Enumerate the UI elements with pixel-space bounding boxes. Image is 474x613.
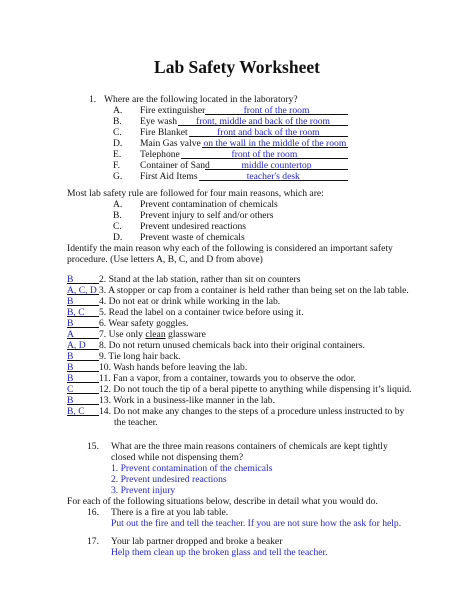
reason-letter: C.: [113, 221, 122, 232]
rule-answer: B: [67, 395, 74, 406]
page-title: Lab Safety Worksheet: [154, 57, 320, 77]
q15-answer-1: 1. Prevent contamination of the chemicals: [111, 463, 273, 474]
rule-text: 2. Stand at the lab station, rather than sit on counters: [99, 274, 301, 285]
q1-item-answer: front of the room: [231, 149, 298, 160]
q1-item-letter: B.: [113, 116, 122, 127]
rule-text: 10. Wash hands before leaving the lab.: [99, 362, 248, 373]
q16-text: There is a fire at you lab table.: [111, 507, 229, 518]
q1-item-letter: C.: [113, 127, 122, 138]
q1-item-answer: middle countertop: [241, 160, 312, 171]
identify-line-1: Identify the main reason why each of the following is considered an important safety: [67, 243, 393, 254]
rule-answer: B: [67, 373, 74, 384]
q17-text: Your lab partner dropped and broke a beaker: [111, 536, 283, 547]
q16-number: 16.: [87, 507, 99, 518]
rule-answer: B: [67, 274, 74, 285]
identify-line-2: procedure. (Use letters A, B, C, and D from above): [67, 254, 263, 265]
rule-answer: C: [67, 384, 74, 395]
q1-item-answer: teacher's desk: [246, 171, 300, 182]
q15-line-2: closed while not dispensing them?: [111, 452, 244, 463]
q17-number: 17.: [87, 536, 99, 547]
rule-text: 14. Do not make any changes to the steps of a procedure unless instructed to by: [99, 406, 405, 417]
q1-item-answer: front, middle and back of the room: [196, 116, 331, 127]
rule-text: 12. Do not touch the tip of a beral pipette to anything while dispensing it’s liquid.: [99, 384, 412, 395]
rule-text: [99, 329, 206, 340]
q1-item-letter: E.: [113, 149, 122, 160]
reasons-intro: Most lab safety rule are followed for four main reasons, which are:: [67, 188, 324, 199]
rule-text: the teacher.: [114, 417, 158, 428]
q1-item-label: Telephone: [140, 149, 180, 160]
rule-answer: B, C: [67, 307, 85, 318]
rule-text: 11. Fan a vapor, from a container, towards you to observe the odor.: [99, 373, 356, 384]
q1-item-letter: D.: [113, 138, 123, 149]
q1-item-label: Container of Sand: [140, 160, 210, 171]
q1-item-letter: A.: [113, 105, 123, 116]
rule-text-part: glassware: [165, 329, 206, 340]
q1-number: 1.: [89, 94, 97, 105]
rule-text: 4. Do not eat or drink while working in the lab.: [99, 296, 281, 307]
rule-text-part: 7. Use only: [99, 329, 146, 340]
q1-item-letter: G.: [113, 171, 123, 182]
q17-answer: Help them clean up the broken glass and tell the teacher.: [111, 547, 328, 558]
q1-text: Where are the following located in the laboratory?: [104, 94, 298, 105]
reason-letter: B.: [113, 210, 122, 221]
rule-answer: A, C, D: [67, 285, 97, 296]
rule-text: 9. Tie long hair back.: [99, 351, 181, 362]
q15-answer-3: 3. Prevent injury: [111, 485, 176, 496]
reason-letter: A.: [113, 199, 123, 210]
rule-text: 3. A stopper or cap from a container is held rather than being set on the lab table.: [99, 285, 409, 296]
rule-text: 6. Wear safety goggles.: [99, 318, 189, 329]
rule-answer: B: [67, 351, 74, 362]
reason-text: Prevent undesired reactions: [140, 221, 247, 232]
q1-item-label: Fire extinguisher: [140, 105, 206, 116]
rule-text: 13. Work in a business-like manner in the lab.: [99, 395, 275, 406]
rule-answer: B: [67, 296, 74, 307]
rule-answer: A, D: [67, 340, 86, 351]
q1-item-answer: on the wall in the middle of the room: [203, 138, 347, 149]
q1-item-answer: front of the room: [243, 105, 310, 116]
reason-text: Prevent waste of chemicals: [140, 232, 245, 243]
q1-item-answer: front and back of the room: [217, 127, 320, 138]
rule-answer: B, C: [67, 406, 85, 417]
rule-text: 5. Read the label on a container twice before using it.: [99, 307, 304, 318]
reason-text: Prevent contamination of chemicals: [140, 199, 278, 210]
situations-intro: For each of the following situations below, describe in detail what you would do.: [67, 496, 378, 507]
rule-answer: B: [67, 362, 74, 373]
rule-answer: A: [67, 329, 74, 340]
q15-line-1: What are the three main reasons containers of chemicals are kept tightly: [111, 441, 388, 452]
q15-answer-2: 2. Prevent undesired reactions: [111, 474, 227, 485]
q1-item-letter: F.: [113, 160, 120, 171]
rule-text: 8. Do not return unused chemicals back into their original containers.: [99, 340, 365, 351]
q16-answer: Put out the fire and tell the teacher. If you are not sure how the ask for help.: [111, 518, 402, 529]
rule-answer: B: [67, 318, 74, 329]
q1-item-label: Main Gas valve: [140, 138, 201, 149]
q1-item-label: First Aid Items: [140, 171, 198, 182]
reason-letter: D.: [113, 232, 123, 243]
q15-number: 15.: [87, 441, 99, 452]
rule-text-emphasis: clean: [145, 329, 166, 340]
q1-item-label: Fire Blanket: [140, 127, 188, 138]
reason-text: Prevent injury to self and/or others: [140, 210, 274, 221]
q1-item-label: Eye wash: [140, 116, 178, 127]
